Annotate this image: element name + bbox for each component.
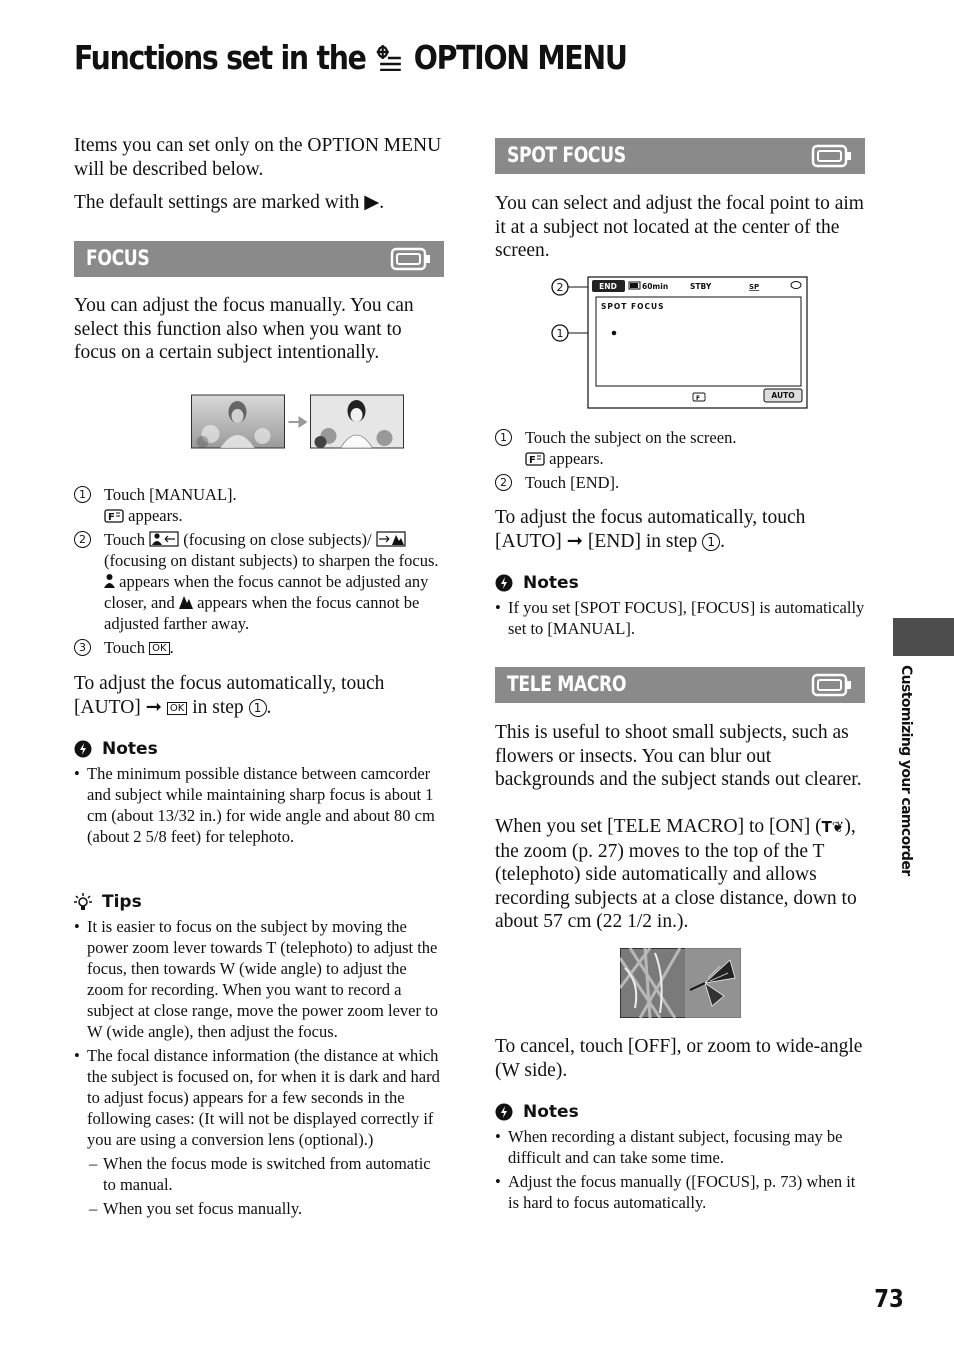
tele-note-item: • When recording a distant subject, focusing may be difficult and can take some time. [495,1126,865,1168]
screen-mode-label: SPOT FOCUS [601,302,665,311]
manual-focus-icon [104,508,124,523]
tip-subitem: – When the focus mode is switched from automatic to manual. [87,1153,444,1195]
focus-heading-bar [74,241,444,277]
ok-button-icon: OK [167,702,187,715]
auto-button-label: AUTO [771,391,795,400]
notes-icon [74,740,92,758]
svg-text:F: F [108,512,115,523]
notes-icon [495,1103,513,1121]
svg-text:F: F [696,395,701,402]
tele-macro-description-2: When you set [TELE MACRO] to [ON] (T❦), the zoom (p. 27) moves to the top of the T (telephoto) side automatically and allows recording subjects at a close distance, down to about 57 cm (22 1/2 in.). [495,816,857,932]
focus-point[interactable] [612,331,617,336]
tip-item: • The focal distance information (the distance at which the subject is focused on, for when it is dark and hard to adjust focus) appears for a few seconds in the following cases: (It will not be displayed correctly if you are using a conversion lens (optional).) – When the focus mode is switched from automatic to manual. – When you set focus manually. [74,1045,444,1219]
spot-notes: Notes • If you set [SPOT FOCUS], [FOCUS] is automatically set to [MANUAL]. [495,573,865,642]
spot-auto-instruction: To adjust the focus automatically, touch [AUTO] ➞ [END] in step 1 . [495,507,806,552]
camera-mode-icon [811,673,853,697]
spot-step-1: 1 Touch the subject on the screen. F appears. [495,427,865,469]
butterfly-photo [620,948,741,1018]
tips-lightbulb-icon [74,892,92,912]
focus-steps [74,484,444,661]
blurred-photo [192,395,285,448]
focus-illustration [152,394,444,450]
tele-note-item: • Adjust the focus manually ([FOCUS], p. 73) when it is hard to focus automatically. [495,1171,865,1213]
battery-time: 60min [642,282,669,291]
intro-text: Items you can set only on the OPTION MENU will be described below. [74,135,442,180]
tele-macro-heading-bar [495,667,865,703]
tele-notes: Notes • When recording a distant subject, focusing may be difficult and can take some time. • Adjust the focus manually ([FOCUS], p. 73) when it is hard to focus automatically. [495,1102,865,1216]
near-focus-icon [149,531,179,547]
focus-step-1: 1 Touch [MANUAL]. F appears. [74,484,444,526]
chapter-label: Customizing your camcorder [898,665,914,876]
ok-button-icon: OK [149,642,169,655]
svg-text:1: 1 [556,327,564,340]
spot-focus-screen [550,276,810,410]
page-title: Functions set in the OPTION MENU [74,38,627,77]
far-focus-icon [376,531,406,547]
mountain-icon [179,594,193,609]
spot-focus-steps [495,427,865,496]
focus-step-3: 3 Touch OK . [74,637,444,658]
spot-note-item: • If you set [SPOT FOCUS], [FOCUS] is automatically set to [MANUAL]. [495,597,865,639]
arrow-icon: ➞ [145,696,163,718]
tip-subitem: – When you set focus manually. [87,1198,444,1219]
tele-macro-cancel: To cancel, touch [OFF], or zoom to wide-angle (W side). [495,1036,863,1081]
focus-auto-instruction: To adjust the focus automatically, touch [AUTO] ➞ OK in step 1 . [74,673,385,718]
notes-icon [495,574,513,592]
option-menu-icon [376,45,402,71]
end-button-label: END [599,282,617,291]
spot-step-2: 2 Touch [END]. [495,472,865,493]
camera-mode-icon [390,247,432,271]
standby-status: STBY [690,282,712,291]
arrow-icon: ➞ [566,530,584,552]
camera-mode-icon [811,144,853,168]
tele-macro-description: This is useful to shoot small subjects, such as flowers or insects. You can blur out backgrounds and the subject stands out clearer. [495,722,862,790]
focused-photo [311,395,404,448]
tip-item: • It is easier to focus on the subject by moving the power zoom lever towards T (telephoto) to adjust the focus, then towards W (wide angle) to adjust the zoom for recording. When you want to record a subject at close range, move the power zoom lever to W (wide angle), then adjust the focus. [74,916,444,1042]
tele-macro-heading: TELE MACRO [507,672,627,696]
focus-tips: Tips • It is easier to focus on the subject by moving the power zoom lever towards T (telephoto) to adjust the focus, then towards W (wide angle) to adjust the zoom for recording. When you want to record a subject at close range, move the power zoom lever to W (wide angle), then adjust the focus. • The focal distance information (the distance at which the subject is focused on, for when it is dark and hard to adjust focus) appears for a few seconds in the following cases: (It will not be displayed correctly if you are using a conversion lens (optional).) – When the focus mode is switched from automatic to manual. – When you set focus manually. [74,892,444,1222]
focus-description: You can adjust the focus manually. You can select this function also when you want to focus on a certain subject intentionally. [74,295,414,363]
focus-note-item: • The minimum possible distance between camcorder and subject while maintaining sharp focus is about 1 cm (about 13/32 in.) for wide angle and about 80 cm (about 2 5/8 feet) for telephoto. [74,763,444,847]
default-marker-text: The default settings are marked with ▶. [74,192,385,213]
arrow-right-icon [289,416,308,428]
svg-text:F: F [529,455,536,466]
person-icon [104,573,115,588]
manual-focus-icon [525,451,545,466]
tele-macro-icon: T❦ [821,818,845,836]
focus-heading: FOCUS [86,246,150,270]
svg-text:2: 2 [556,281,564,294]
spot-focus-heading: SPOT FOCUS [507,143,626,167]
chapter-tab [893,618,954,656]
page-number: 73 [874,1284,904,1313]
spot-focus-heading-bar [495,138,865,174]
spot-focus-description: You can select and adjust the focal point to aim it at a subject not located at the center of the screen. [495,193,864,261]
focus-step-2: 2 Touch (focusing on close subjects)/ (focusing on distant subjects) to sharpen the focus. appears when the focus cannot be adjusted any closer, and appears when the focus cannot be adjusted farther away. [74,529,444,634]
focus-notes: Notes • The minimum possible distance between camcorder and subject while maintaining sharp focus is about 1 cm (about 13/32 in.) for wide angle and about 80 cm (about 2 5/8 feet) for telephoto. [74,739,444,850]
recording-mode: SP [749,283,760,291]
